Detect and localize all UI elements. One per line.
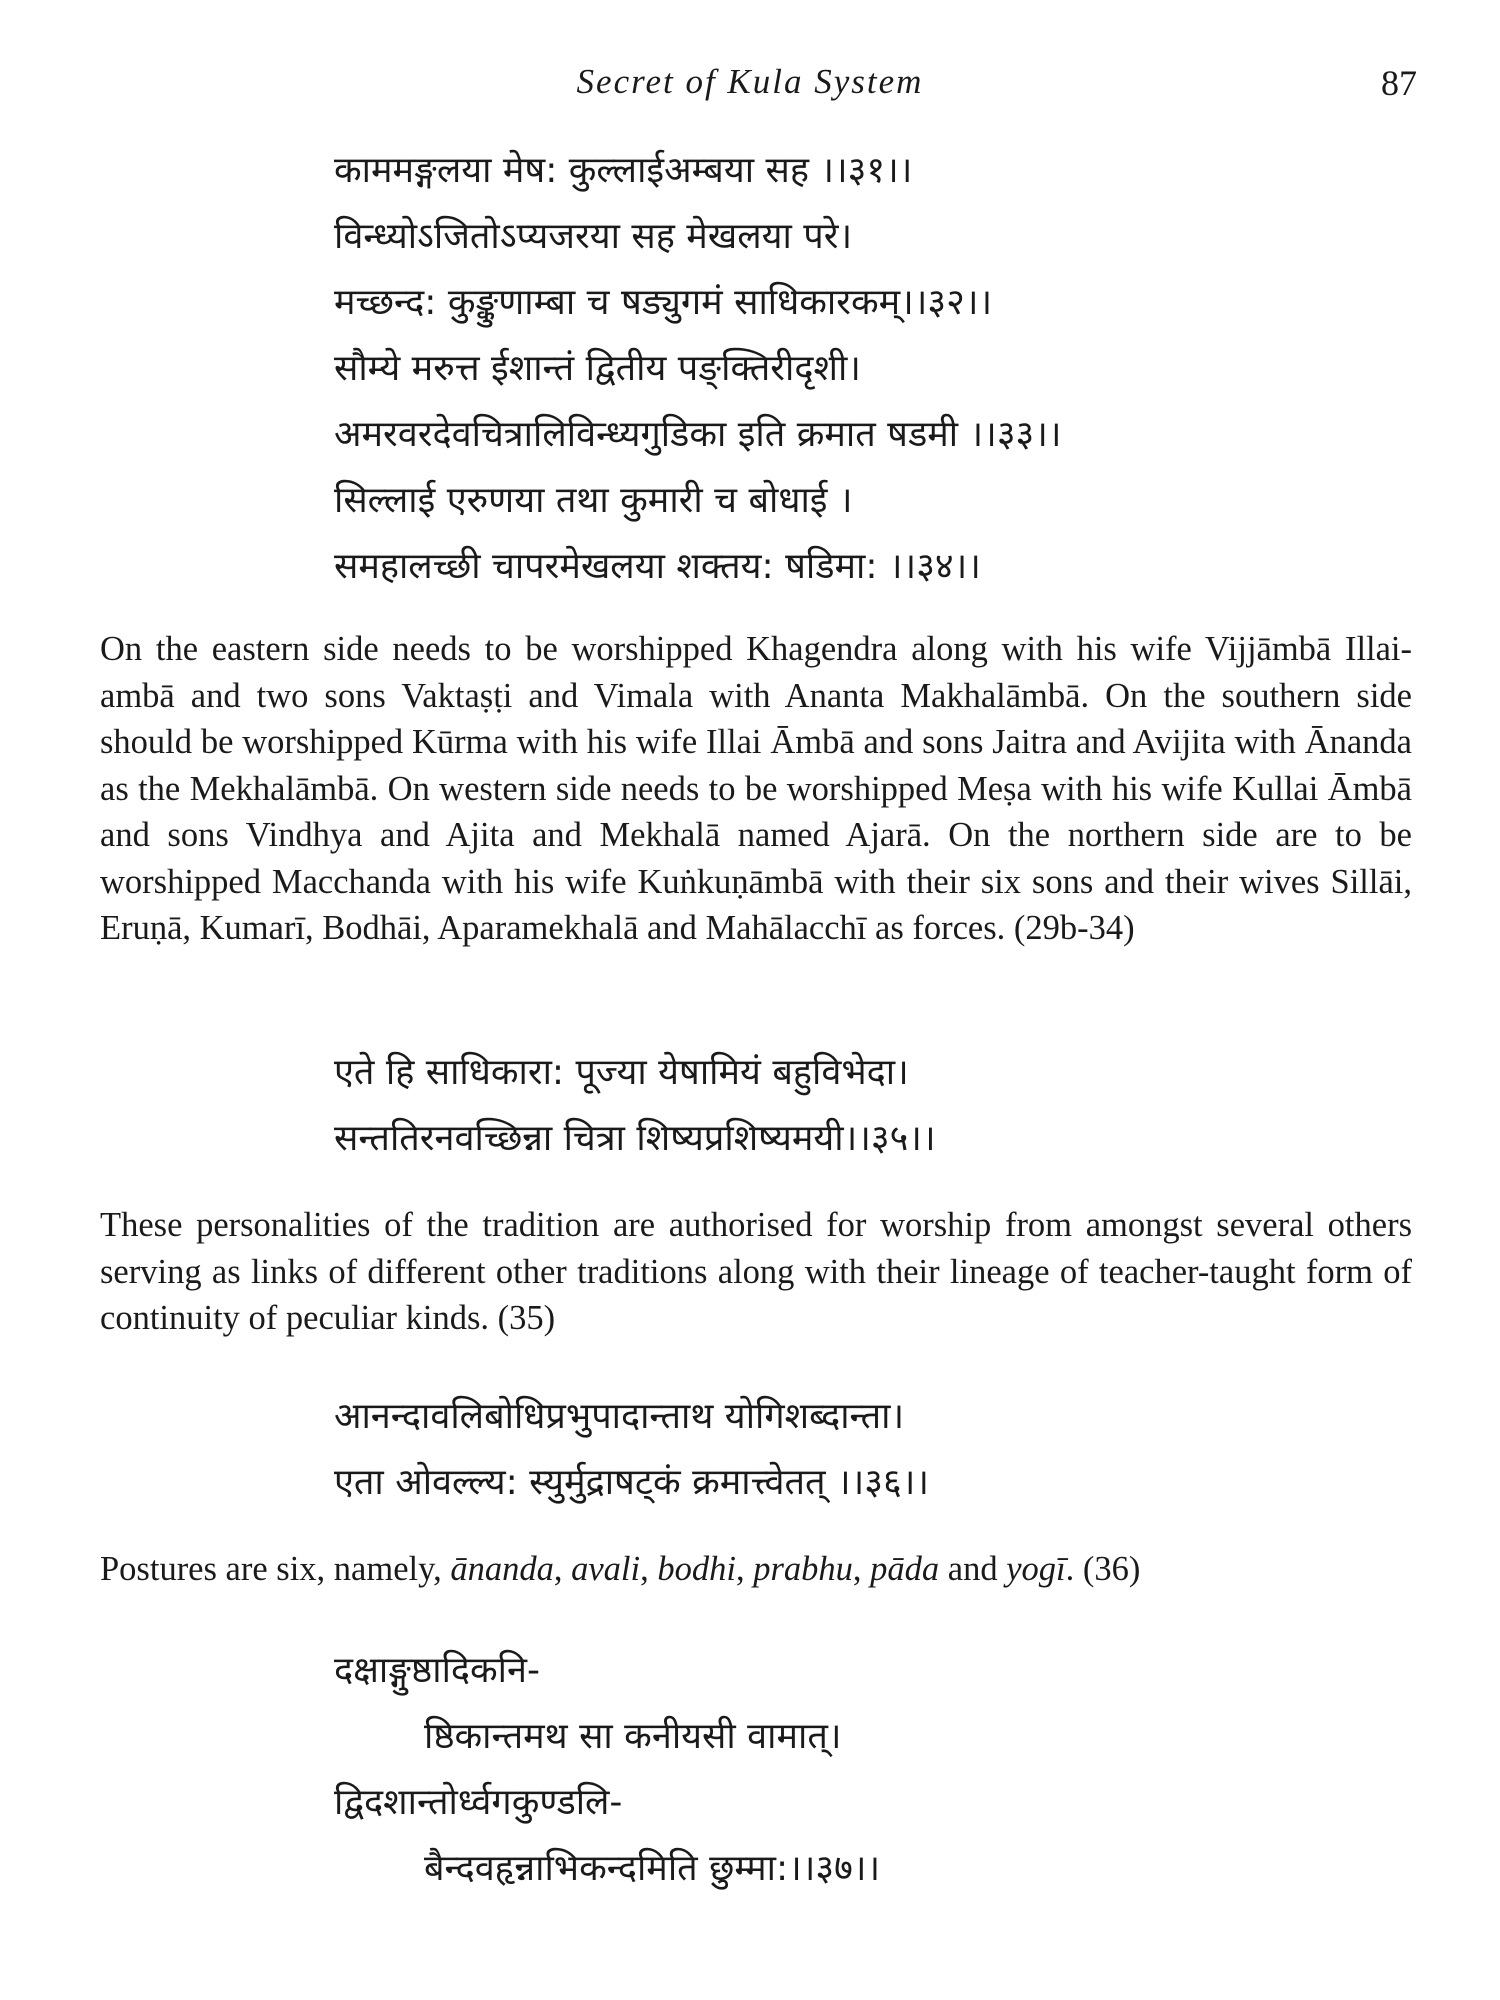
translation-paragraph-29b-34	[100, 626, 1412, 952]
paragraph-text: On the eastern side needs to be worshipped Khagendra along with his wife Vijjāmbā Illai-ambā and two sons Vaktaṣṭi and Vimala with Ananta Makhalāmbā. On the southern side should be worshipped Kūrma with his wife Illai Āmbā and sons Jaitra and Avijita with Ānanda as the Mekhalāmbā. On western side needs to be worshipped Meṣa with his wife Kullai Āmbā and sons Vindhya and Ajita and Mekhalā named Ajarā. On the northern side are to be worshipped Macchanda with his wife Kuṅkuṇāmbā with their six sons and their wives Sillāi, Eruṇā, Kumarī, Bodhāi, Aparamekhalā and Mahālacchī as forces. (29b-34)	[100, 630, 1412, 947]
verse-line: मच्छन्द: कुङ्कुणाम्बा च षड्युगमं साधिकारकम्।।३२।।	[334, 282, 993, 323]
verse-line: समहालच्छी चापरमेखलया शक्तय: षडिमा: ।।३४।।	[334, 546, 981, 587]
verse-line: अमरवरदेवचित्रालिविन्ध्यगुडिका इति क्रमात षडमी ।।३३।।	[334, 414, 1062, 455]
verse-line: विन्ध्योऽजितोऽप्यजरया सह मेखलया परे।	[334, 216, 853, 257]
sanskrit-verses-35	[334, 1040, 1434, 1172]
verse-line-indented: ष्ठिकान्तमथ सा कनीयसी वामात्।	[424, 1716, 842, 1757]
term: avali	[571, 1550, 641, 1588]
term: ānanda	[450, 1550, 554, 1588]
verse-line: दक्षाङ्गुष्ठादिकनि-	[334, 1650, 540, 1691]
term: yogī	[1006, 1550, 1066, 1588]
verse-line: आनन्दावलिबोधिप्रभुपादान्ताथ योगिशब्दान्ता।	[334, 1396, 905, 1437]
verse-line: सिल्लाई एरुणया तथा कुमारी च बोधाई ।	[334, 480, 853, 521]
running-head	[0, 62, 1500, 112]
running-title: Secret of Kula System	[576, 62, 924, 101]
sanskrit-verses-36	[334, 1384, 1434, 1516]
term: bodhi	[657, 1550, 736, 1588]
verse-line-indented: बैन्दवहृन्नाभिकन्दमिति छुम्मा:।।३७।।	[424, 1848, 881, 1889]
paragraph-text: These personalities of the tradition are authorised for worship from amongst several others serving as links of different other traditions along with their lineage of teacher-taught form of continuity of peculiar kinds. (35)	[100, 1206, 1412, 1337]
translation-paragraph-35	[100, 1202, 1412, 1342]
verse-line: काममङ्गलया मेष: कुल्लाईअम्बया सह ।।३१।।	[334, 150, 913, 191]
verse-line: द्विदशान्तोर्ध्वगकुण्डलि-	[334, 1782, 623, 1823]
term: prabhu	[753, 1550, 853, 1588]
term: pāda	[870, 1550, 940, 1588]
verse-line: एते हि साधिकारा: पूज्या येषामियं बहुविभेदा।	[334, 1052, 909, 1093]
verse-line: एता ओवल्ल्य: स्युर्मुद्राषट्कं क्रमात्त्वेतत् ।।३६।।	[334, 1462, 929, 1503]
verse-line: सन्ततिरनवच्छिन्ना चित्रा शिष्यप्रशिष्यमयी।।३५।।	[334, 1118, 936, 1159]
page-number: 87	[1381, 63, 1417, 103]
postures-sentence: Postures are six, namely, ānanda, avali, bodhi, prabhu, pāda and yogī. (36)	[100, 1550, 1141, 1588]
sanskrit-verses-37	[334, 1638, 1434, 1902]
translation-paragraph-36	[100, 1546, 1412, 1593]
verse-line: सौम्ये मरुत्त ईशान्तं द्वितीय पङ्क्तिरीदृशी।	[334, 348, 861, 389]
sanskrit-verses-31-34	[334, 138, 1434, 600]
